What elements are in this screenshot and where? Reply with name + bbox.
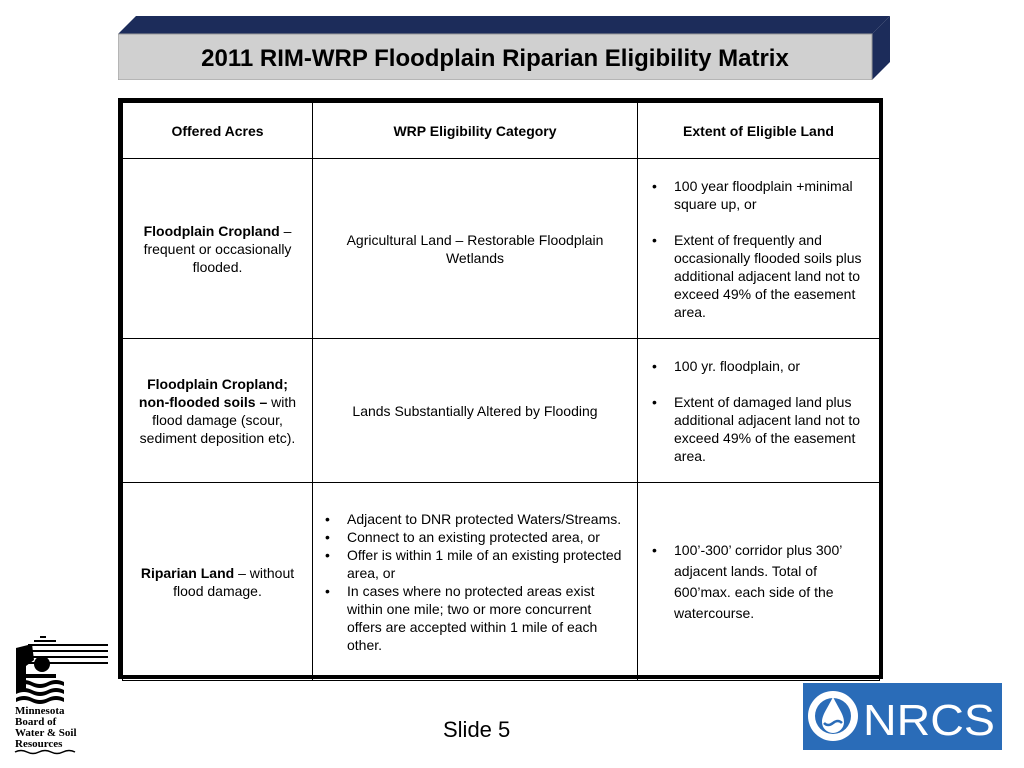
list-item: • Extent of damaged land plus additional adjacent land not to exceed 49% of the easement area. [644, 393, 871, 465]
category-list [317, 510, 629, 654]
bwsr-line-2: Board of [15, 716, 57, 728]
table-row [123, 483, 880, 681]
extent-list [644, 540, 871, 624]
bwsr-line-4: Resources [15, 738, 63, 750]
nrcs-text: NRCS [863, 696, 995, 745]
list-item: • Offer is within 1 mile of an existing protected area, or [317, 546, 629, 582]
list-item: • Extent of frequently and occasionally flooded soils plus additional adjacent land not to exceed 49% of the easement area. [644, 231, 871, 321]
offered-acres-cell [123, 159, 313, 339]
offered-acres-desc: – frequent or occasionally flooded. [143, 222, 292, 275]
title-banner [118, 16, 890, 80]
extent-cell [638, 483, 880, 681]
header-extent: Extent of Eligible Land [638, 103, 880, 159]
offered-acres-cell [123, 483, 313, 681]
extent-cell [638, 339, 880, 483]
bwsr-line-3: Water & Soil [15, 727, 77, 739]
extent-cell [638, 159, 880, 339]
table-row [123, 339, 880, 483]
table-header-row [123, 103, 880, 159]
list-item: • 100 yr. floodplain, or [644, 357, 871, 375]
extent-list [644, 177, 871, 321]
extent-list [644, 357, 871, 465]
category-text: Lands Substantially Altered by Flooding [352, 402, 598, 419]
slide-number: Slide 5 [443, 717, 511, 742]
nrcs-emblem-icon [803, 683, 1002, 750]
offered-acres-desc: with flood damage (scour, sediment deposition etc). [139, 393, 297, 446]
list-item: • 100 year floodplain +minimal square up, or [644, 177, 871, 213]
slide-title: 2011 RIM-WRP Floodplain Riparian Eligibility Matrix [201, 45, 789, 72]
category-cell [313, 339, 638, 483]
list-item: • Adjacent to DNR protected Waters/Streams. [317, 510, 629, 528]
offered-acres-cell [123, 339, 313, 483]
minnesota-bwsr-logo [12, 630, 112, 760]
category-cell [313, 159, 638, 339]
header-wrp-category: WRP Eligibility Category [313, 103, 638, 159]
offered-acres-title: Riparian Land [140, 564, 235, 581]
offered-acres-desc: – without flood damage. [173, 564, 295, 599]
category-text: Agricultural Land – Restorable Floodplain Wetlands [346, 231, 604, 266]
list-item: • 100’-300’ corridor plus 300’ adjacent lands. Total of 600’max. each side of the watercourse. [644, 540, 871, 624]
header-offered-acres: Offered Acres [123, 103, 313, 159]
list-item: • In cases where no protected areas exist within one mile; two or more concurrent offers are accepted within 1 mile of each other. [317, 582, 629, 654]
offered-acres-title: Floodplain Cropland; non-flooded soils – [138, 375, 288, 410]
bwsr-line-1: Minnesota [15, 705, 65, 717]
nrcs-logo [803, 683, 1002, 750]
bwsr-emblem-icon [12, 630, 112, 760]
category-cell [313, 483, 638, 681]
list-item: • Connect to an existing protected area, or [317, 528, 629, 546]
table-row [123, 159, 880, 339]
eligibility-matrix-table [118, 98, 883, 679]
offered-acres-title: Floodplain Cropland [143, 222, 280, 239]
